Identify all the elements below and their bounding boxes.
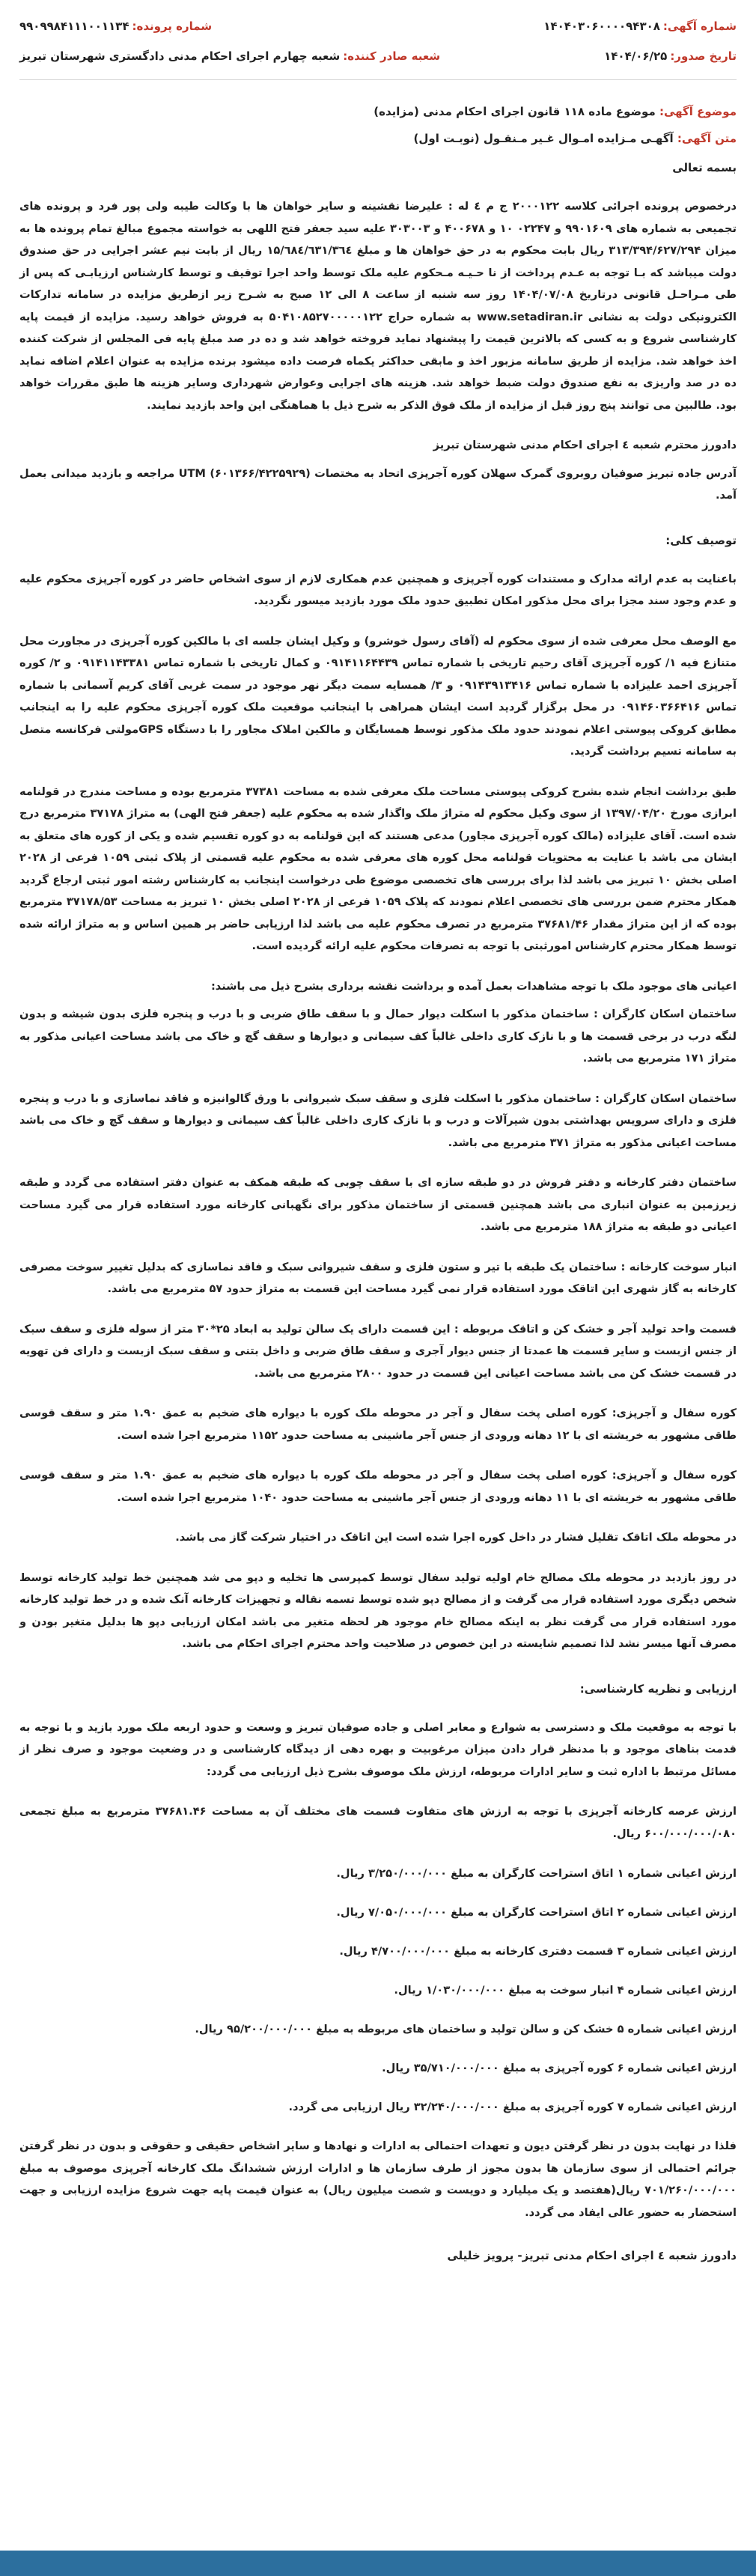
valuation-list [19,1863,737,2119]
paragraph-gas-room: در محوطه ملک اتاقک تقلیل فشار در داخل کوره اجرا شده است این اتاقک در اختیار شرکت گاز می باشد. [175,1531,737,1544]
ad-number-value: ۱۴۰۴۰۳۰۶۰۰۰۰۹۴۳۰۸ [543,19,660,33]
paragraph-documents: باعنایت به عدم ارائه مدارک و مستندات کوره آجرپزی و همچنین عدم همکاری لازم از سوی اشخاص حاضر در کوره آجرپزی محکوم علیه و عدم وجود سند مجزا برای محل مذکور امکان تطبیق حدود ملک مورد بازدید میسور نگردید. [19,572,737,607]
ad-number [543,16,737,36]
paragraph-building-1: ساختمان اسکان کارگران : ساختمان مذکور با اسکلت دیوار حمال و با سقف طاق ضربی و با درب و پنجره فلزی بدون شیشه و بدون لنگه درب در برخی قسمت ها و با نازک کاری داخلی غالباً کف سیمانی و دیوارها و سقف گچ و خاک می باشد مساحت اعیانی مذکور به متراژ ۱۷۱ مترمربع می باشد. [19,1008,737,1065]
header-divider [19,79,737,80]
paragraph-addressee: دادورز محترم شعبه ٤ اجرای احکام مدنی شهرستان تبریز [433,439,737,451]
paragraph-kiln-2: کوره سفال و آجرپزی: کوره اصلی پخت سفال و آجر در محوطه ملک کوره با دیواره های ضخیم به عمق ۱.۹۰ متر و سقف قوسی طاقی مشهور به خریشته ای با ۱۱ دهانه ورودی از جنس آجر ماشینی به مساحت حدود ۱۰۴۰ مترمربع اجرا شده است. [19,1469,737,1504]
case-number-value: ۹۹۰۹۹۸۴۱۱۱۰۰۱۱۳۴ [19,19,129,33]
valuation-item: ارزش اعیانی شماره ۳ قسمت دفتری کارخانه به مبلغ ۴/۷۰۰/۰۰۰/۰۰۰ ریال. [339,1945,737,1958]
issue-date-value: ۱۴۰۴/۰۶/۲۵ [604,49,668,63]
footer-bar [0,2551,756,2576]
ad-number-label: شماره آگهی: [662,19,737,33]
valuation-item: ارزش اعیانی شماره ۴ انبار سوخت به مبلغ ۱/۰۳۰/۰۰۰/۰۰۰ ریال. [394,1984,737,1997]
issue-date-label: تاریخ صدور: [670,49,737,63]
valuation-item: ارزش اعیانی شماره ۲ اتاق استراحت کارگران به مبلغ ۷/۰۵۰/۰۰۰/۰۰۰ ریال. [336,1906,737,1919]
paragraph-neighbors: مع الوصف محل معرفی شده از سوی محکوم له (آقای رسول خوشرو) و وکیل ایشان جلسه ای با مالکین کوره آجرپزی در مجاورت محل متنازع فیه ۱/ کوره آجرپزی آقای رحیم تاریخی با شماره تماس ۰۹۱۴۱۱۶۴۴۳۹ و کمال تاریخی با شماره تماس ۰۹۱۴۱۱۴۳۳۸۱ و ۲/ کوره آجرپزی احمد علیزاده با شماره تماس ۰۹۱۴۳۹۱۳۴۱۶ و ۳/ همسایه سمت دیگر نهر موجود در سمت غربی آقای کریم آسمانی با شماره تماس ۰۹۱۴۶۰۳۶۶۴۱۶ در محل برگزار گردید است ایشان همراهی با اینجانب موقعیت ملک کوره آجرپزی محکوم علیه را به اینجانب مطابق کروکی پیوستی اعلام نمودند حدود ملک مذکور توسط همسایگان و مالکین املاک مجاور را با دستگاه GPSمولتی فرکانسه متصل به سامانه تسیم برداشت گردید. [19,634,737,758]
paragraph-kiln-1: کوره سفال و آجرپزی: کوره اصلی پخت سفال و آجر در محوطه ملک کوره با دیواره های ضخیم به عمق ۱.۹۰ متر و سقف قوسی طاقی مشهور به خریشته ای با ۱۲ دهانه ورودی از جنس آجر ماشینی به مساحت حدود ۱۱۵۲ مترمربع اجرا شده است. [19,1407,737,1442]
body-title-text: آگهـی مـزایده امـوال غـیر مـنقـول (نوبـت اول) [413,132,674,145]
valuation-item: ارزش اعیانی شماره ۷ کوره آجرپزی به مبلغ ۳۲/۲۴۰/۰۰۰/۰۰۰ ریال ارزیابی می گردد. [288,2101,737,2113]
body-title-row [19,128,737,149]
paragraph-building-4: انبار سوخت کارخانه : ساختمان یک طبقه با تیر و ستون فلزی و سقف شیروانی سبک و فاقد نماسازی که بدلیل تغییر سوخت مصرفی کارخانه به گاز شهری این اتاقک مورد استفاده قرار نمی گیرد مساحت این قسمت به متراژ حدود ۵۷ مترمربع می باشد. [19,1260,737,1295]
general-description-heading: توصیف کلی: [665,533,737,547]
paragraph-valuation-basis: با توجه به موقعیت ملک و دسترسی به شوارع و معابر اصلی و جاده صوفیان تبریز و وسعت و حدود اربعه ملک مورد بازید و با توجه به قدمت بناهای موجود و با مدنظر قرار دادن میزان مرغوبیت و بهره دهی از دیدگاه کارشناسی و در وضعیت موجود و صرف نظر از مسائل مرتبط با اداره ثبت و سایر ادارات مربوطه، ارزش ملک موصوف بشرح ذیل ارزیابی می گردد: [19,1720,737,1778]
paragraph-survey: طبق برداشت انجام شده بشرح کروکی پیوستی مساحت ملک معرفی شده به مساحت ۳۷۳۸۱ مترمربع بوده و مساحت مندرج در قولنامه ابرازی مورخ ۱۳۹۷/۰۴/۲۰ از سوی وکیل محکوم له متراژ ملک واگذار شده به محکوم علیه (جعفر فتح الهی) به متراژ ۳۷۱۷۸ مترمربع درج شده است. آقای علیزاده (مالک کوره آجرپزی مجاور) مدعی هستند که این قولنامه به دو کوره تقسیم شده و یکی از کوره های متعلق به ایشان می باشد با عنایت به محتویات قولنامه محل کوره های معرفی شده به محکوم علیه قسمتی از پلاک ثبتی ۱۰۵۹ فرعی از ۲۰۲۸ اصلی بخش ۱۰ تبریز می باشد لذا برای بررسی های تخصصی موضوع طی درخواست اینجانب به کارشناس رشته امور ثبتی ارجاع گردید همکار محترم ضمن بررسی های تخصصی اعلام نمودند که پلاک ۱۰۵۹ فرعی از ۲۰۲۸ اصلی بخش ۱۰ تبریز به مساحت ۳۷۱۷۸/۵۳ مترمربع بوده که از این متراژ مقدار ۳۷۶۸۱/۴۶ مترمربع در تصرف محکوم علیه می باشد لذا ارزیابی حاضر بر همین اساس و به متراژ ارائه شده توسط همکار محترم کارشناس امورثبتی با توجه به تصرفات محکوم علیه ارائه گردیده است. [19,785,737,952]
valuation-item: ارزش اعیانی شماره ۵ خشک کن و سالن تولید و ساختمان های مربوطه به مبلغ ۹۵/۲۰۰/۰۰۰/۰۰۰ ریال. [195,2023,737,2035]
valuation-item: ارزش اعیانی شماره ۱ اتاق استراحت کارگران به مبلغ ۳/۲۵۰/۰۰۰/۰۰۰ ریال. [336,1867,737,1880]
paragraph-building-5: قسمت واحد تولید آجر و خشک کن و اتاقک مربوطه : این قسمت دارای یک سالن تولید به ابعاد ۲۵*۳۰ متر از سوله فلزی و سقف سبک از جنس ازبست و سایر قسمت ها عمدتا از جنس دیوار آجری و سقف طاق ضربی و داخل بتنی و سقف سبک ازبست و دارای فن تهویه در قسمت خشک کن می باشد مساحت اعیانی این قسمت در حدود ۲۸۰۰ مترمربع می باشد. [19,1322,737,1380]
issuing-branch [19,46,440,66]
paragraph-building-2: ساختمان اسکان کارگران : ساختمان مذکور با اسکلت فلزی و سقف سبک شیروانی با ورق گالوانیزه و فاقد نماسازی و با درب و پنجره فلزی و دارای سرویس بهداشتی بدون شیرآلات و درب و با نازک کاری داخلی غالباً کف سیمانی و دیوارها و سقف گچ و خاک می باشد مساحت اعیانی مذکور به متراژ ۳۷۱ مترمربع می باشد. [19,1091,737,1149]
body-title-label: متن آگهی: [677,132,737,145]
subject-text: موضوع ماده ۱۱۸ قانون اجرای احکام مدنی (مزایده) [374,105,656,118]
paragraph-land-value: ارزش عرصه کارخانه آجرپزی با توجه به ارزش های متفاوت قسمت های مختلف آن به مساحت ۳۷۶۸۱.۴۶ مترمربع به مبلغ تجمعی ۶۰۰/۰۰۰/۰۰۰/۰۸۰ ریال. [19,1805,737,1840]
header-row-1 [19,16,737,36]
subject-label: موضوع آگهی: [659,105,737,118]
issuing-branch-value: شعبه چهارم اجرای احکام مدنی دادگستری شهرستان تبریز [19,49,341,63]
paragraph-materials: در روز بازدید در محوطه ملک مصالح خام اولیه تولید سفال توسط کمپرسی ها تخلیه و دپو می شد همچنین خط تولید کارخانه توسط شخص دیگری مورد استفاده قرار می گرفت و از مصالح دپو شده توسط تسمه نقاله و تجهیزات کارخانه آنک شده و در خط تولید کارخانه مورد استفاده قرار می گرفت نظر به اینکه مصالح خام موجود هر لحظه متغیر می باشد امکان ارزیابی دپو ها بدلیل متغیر بودن و مصرف آنها میسر نشد لذا تصمیم شایسته در این خصوص در صلاحیت واحد محترم اجرای احکام می باشد. [19,1571,737,1650]
valuation-heading: ارزیابی و نظریه کارشناسی: [579,1681,737,1696]
paragraph-address: آدرس جاده تبریز صوفیان روبروی گمرک سهلان کوره آجرپزی اتحاد به مختصات (۶۰۱۳۶۶/۴۲۲۵۹۲۹) UTM مراجعه و بازدید میدانی بعمل آمد. [19,466,737,502]
issuing-branch-label: شعبه صادر کننده: [343,49,441,63]
paragraph-building-3: ساختمان دفتر کارخانه و دفتر فروش در دو طبقه سازه ای با سقف چوبی که طبقه همکف به عنوان دفتر استفاده می گردد و طبقه زیرزمین به عنوان انباری می باشد همچنین قسمتی از ساختمان مذکور برای نگهبانی کارخانه مورد استفاده قرار می گیرد مساحت اعیانی دو طبقه به متراژ ۱۸۸ مترمربع می باشد. [19,1176,737,1233]
case-number [19,16,212,36]
signature: دادورز شعبه ٤ اجرای احکام مدنی تبریز- پرویز خلیلی [447,2249,737,2262]
header-row-2 [19,46,737,66]
paragraph-case-details: درخصوص پرونده اجرائی کلاسه ۲۰۰۰۱۲۲ ج م ٤ له : علیرضا نقشینه و سایر خواهان ها با وکالت طیبه ولی پور فرد و پرونده های تجمیعی به شماره های ۹۹۰۱۶۰۹ و ۰۲۲۴۷ ۱۰ و ۴۰۰۶۷۸ و ۳۰۳۰۰۳ علیه سید جعفر فتح اللهی به خواسته مجموع مبالغ تمام پرونده ها به میزان ۳۱۳/۳۹۴/۶۲۷/۲۹۴ ریال بابت محکوم به در حق خواهان ها و مبلغ ۱۵/٦٨٤/٦٣١/٣٦٤ ریال از بابت نیم عشر اجرایی در حق صندوق دولت میباشد که بـا توجه به عـدم پرداخت از نا حـیـه مـحکوم علیه ملک توسط واحد اجرا توقیف و توسط کارشناس ارزیابـی که پس از طی مـراحـل قانونی درتاریخ ۱۴۰۴/۰۷/۰۸ روز سه شنبه از ساعت ۸ الی ۱۲ صبح به شـرح زیر ازطریق مزایده در سامانه تدارکات الکترونیکی دولت به نشانی www.setadiran.ir به شماره حراج ۵۰۴۱۰۸۵۲۷۰۰۰۰۰۱۲۲ به فروش خواهد رسید. مزایده از قیمت پایه کارشناسی شروع و به کسی که بالاترین قیمت را پیشنهاد نماید فروخته خواهد شد و ده در صد مبلغ پایه فی المجلس از شرکت کننده اخذ خواهد شد. مزایده از طریق سامانه مزبور اخذ و مابقی حداکثر یکماه فرصت داده میشود برنده مزایده به عنوان اعلام اضافه نماید ده در صد واریزی به نفع صندوق دولت ضبط خواهد شد. هزینه های اجرایی وعوارض شهرداری وسایر هزینه ها طبق مقررات خواهد بود. طالبین می توانند پنج روز قبل از مزایده از ملک فوق الذکر به شرح ذیل با هماهنگی این واحد بازدید نمایند. [19,200,737,412]
issue-date [604,46,737,66]
subject-row [19,101,737,122]
case-number-label: شماره پرونده: [132,19,213,33]
valuation-item: ارزش اعیانی شماره ۶ کوره آجرپزی به مبلغ ۳۵/۷۱۰/۰۰۰/۰۰۰ ریال. [382,2062,737,2074]
basmala: بسمه تعالی [672,161,737,174]
paragraph-buildings-intro: اعیانی های موجود ملک با توجه مشاهدات بعمل آمده و برداشت نقشه برداری بشرح ذیل می باشند: [210,979,737,993]
paragraph-final-value: فلذا در نهایت بدون در نظر گرفتن دیون و تعهدات احتمالی به ادارات و نهادها و سایر اشخاص حقیقی و حقوقی و بدون در نظر گرفتن جرائم احتمالی از سوی سازمان ها بدون مجوز از طرف سازمان ها و ادارات ارزش ششدانگ ملک کارخانه آجرپزی موصوف به مبلغ ۷۰۱/۲۶۰/۰۰۰/۰۰۰ ریال(هفتصد و یک میلیارد و دویست و شصت میلیون ریال) به عنوان قیمت پایه جهت شروع مزایده ارزیابی و جهت استحضار به حضور عالی ایفاد می گردد. [19,2140,737,2219]
